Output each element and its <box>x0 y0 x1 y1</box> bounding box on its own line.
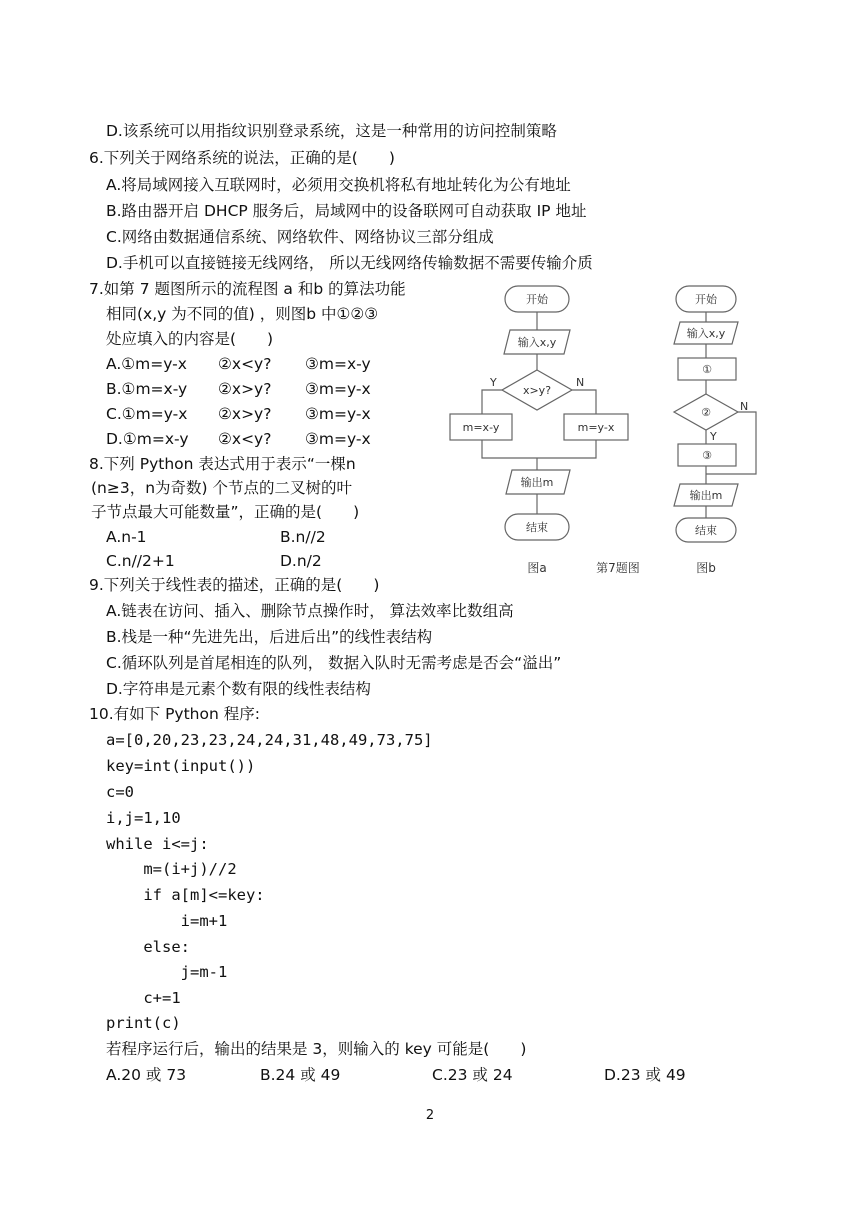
code-line: i,j=1,10 <box>106 809 181 827</box>
q8-stem-line1: 8.下列 Python 表达式用于表示“一棵n <box>89 455 356 473</box>
q9-stem: 9.下列关于线性表的描述，正确的是( ) <box>89 576 380 594</box>
q7-flowchart-figure <box>440 278 770 588</box>
flowchart-b-start-label: 开始 <box>695 293 717 306</box>
flowchart-a-output-label: 输出m <box>520 476 554 489</box>
flowchart-a-input-label: 输入x,y <box>517 336 557 349</box>
q8-option-b: B.n//2 <box>280 528 326 546</box>
flowchart-b <box>674 286 756 575</box>
q6-option-a: A.将局域网接入互联网时，必须用交换机将私有地址转化为公有地址 <box>106 176 571 194</box>
flowchart-b-output-label: 输出m <box>689 489 723 502</box>
q6-option-c: C.网络由数据通信系统、网络软件、网络协议三部分组成 <box>106 228 494 246</box>
q8-option-a: A.n-1 <box>106 528 147 546</box>
flowchart-b-end-label: 结束 <box>695 524 717 537</box>
code-line: a=[0,20,23,23,24,24,31,48,49,73,75] <box>106 731 433 749</box>
code-line: while i<=j: <box>106 835 209 853</box>
q10-option-c: C.23 或 24 <box>432 1066 513 1084</box>
flowchart-b-yes-label: Y <box>710 430 717 443</box>
flowchart-b-caption: 图b <box>696 561 716 575</box>
q7-option-c-part2: ②x>y? <box>218 405 272 423</box>
q10-option-b: B.24 或 49 <box>260 1066 341 1084</box>
q10-stem: 10.有如下 Python 程序: <box>89 705 260 723</box>
q7-stem-line3: 处应填入的内容是( ) <box>106 330 274 348</box>
q7-option-a-part2: ②x<y? <box>218 355 272 373</box>
q7-option-b-part1: B.①m=x-y <box>106 380 188 398</box>
q7-option-b-part2: ②x>y? <box>218 380 272 398</box>
q7-option-a-part1: A.①m=y-x <box>106 355 187 373</box>
q7-option-c-part1: C.①m=y-x <box>106 405 188 423</box>
flowchart-a-left-label: m=x-y <box>462 421 500 434</box>
q9-option-c: C.循环队列是首尾相连的队列， 数据入队时无需考虑是否会“溢出” <box>106 654 562 672</box>
flowchart-a <box>450 286 628 575</box>
q10-option-d: D.23 或 49 <box>604 1066 686 1084</box>
q10-option-a: A.20 或 73 <box>106 1066 187 1084</box>
flowchart-a-decision-label: x>y? <box>522 384 552 397</box>
q6-option-b: B.路由器开启 DHCP 服务后，局域网中的设备联网可自动获取 IP 地址 <box>106 202 587 220</box>
code-line: c+=1 <box>106 989 181 1007</box>
q10-question: 若程序运行后，输出的结果是 3，则输入的 key 可能是( ) <box>106 1040 527 1058</box>
flowchart-a-no-label: N <box>576 376 585 389</box>
q7-option-d-part2: ②x<y? <box>218 430 272 448</box>
q7-option-a-part3: ③m=x-y <box>305 355 371 373</box>
code-line: m=(i+j)//2 <box>106 860 237 878</box>
q6-stem: 6.下列关于网络系统的说法，正确的是( ) <box>89 149 395 167</box>
flowchart-b-no-label: N <box>740 400 749 413</box>
q9-option-a: A.链表在访问、插入、删除节点操作时， 算法效率比数组高 <box>106 602 514 620</box>
code-line: c=0 <box>106 783 134 801</box>
flowchart-a-end-label: 结束 <box>526 521 548 534</box>
flowchart-caption: 第7题图 <box>596 561 640 575</box>
flowchart-b-decision-label: ② <box>701 406 711 419</box>
code-line: if a[m]<=key: <box>106 886 265 904</box>
flowchart-a-yes-label: Y <box>490 376 497 389</box>
code-line: j=m-1 <box>106 963 228 981</box>
q7-option-c-part3: ③m=y-x <box>305 405 371 423</box>
q7-option-d-part3: ③m=y-x <box>305 430 371 448</box>
flowchart-a-right-label: m=y-x <box>577 421 615 434</box>
flowchart-a-caption: 图a <box>527 561 547 575</box>
q7-stem-line1: 7.如第 7 题图所示的流程图 a 和b 的算法功能 <box>89 280 406 298</box>
q9-option-d: D.字符串是元素个数有限的线性表结构 <box>106 680 371 698</box>
q7-option-d-part1: D.①m=x-y <box>106 430 189 448</box>
q6-option-d: D.手机可以直接链接无线网络， 所以无线网络传输数据不需要传输介质 <box>106 254 593 272</box>
flowchart-b-box3-label: ③ <box>702 449 712 462</box>
q8-stem-line2: (n≥3，n为奇数) 个节点的二叉树的叶 <box>91 479 353 497</box>
code-line: else: <box>106 938 190 956</box>
q8-option-c: C.n//2+1 <box>106 552 175 570</box>
code-line: i=m+1 <box>106 912 228 930</box>
flowchart-a-start-label: 开始 <box>526 293 548 306</box>
q9-option-b: B.栈是一种“先进先出，后进后出”的线性表结构 <box>106 628 433 646</box>
q7-stem-line2: 相同(x,y 为不同的值) ，则图b 中①②③ <box>106 305 379 323</box>
flowchart-b-input-label: 输入x,y <box>686 327 726 340</box>
code-line: key=int(input()) <box>106 757 256 775</box>
q8-option-d: D.n/2 <box>280 552 322 570</box>
q5-option-d: D.该系统可以用指纹识别登录系统，这是一种常用的访问控制策略 <box>106 122 557 140</box>
flowchart-b-box1-label: ① <box>702 363 712 376</box>
q7-option-b-part3: ③m=y-x <box>305 380 371 398</box>
page-number: 2 <box>425 1108 435 1123</box>
q8-stem-line3: 子节点最大可能数量”，正确的是( ) <box>91 503 360 521</box>
code-line: print(c) <box>106 1014 181 1032</box>
